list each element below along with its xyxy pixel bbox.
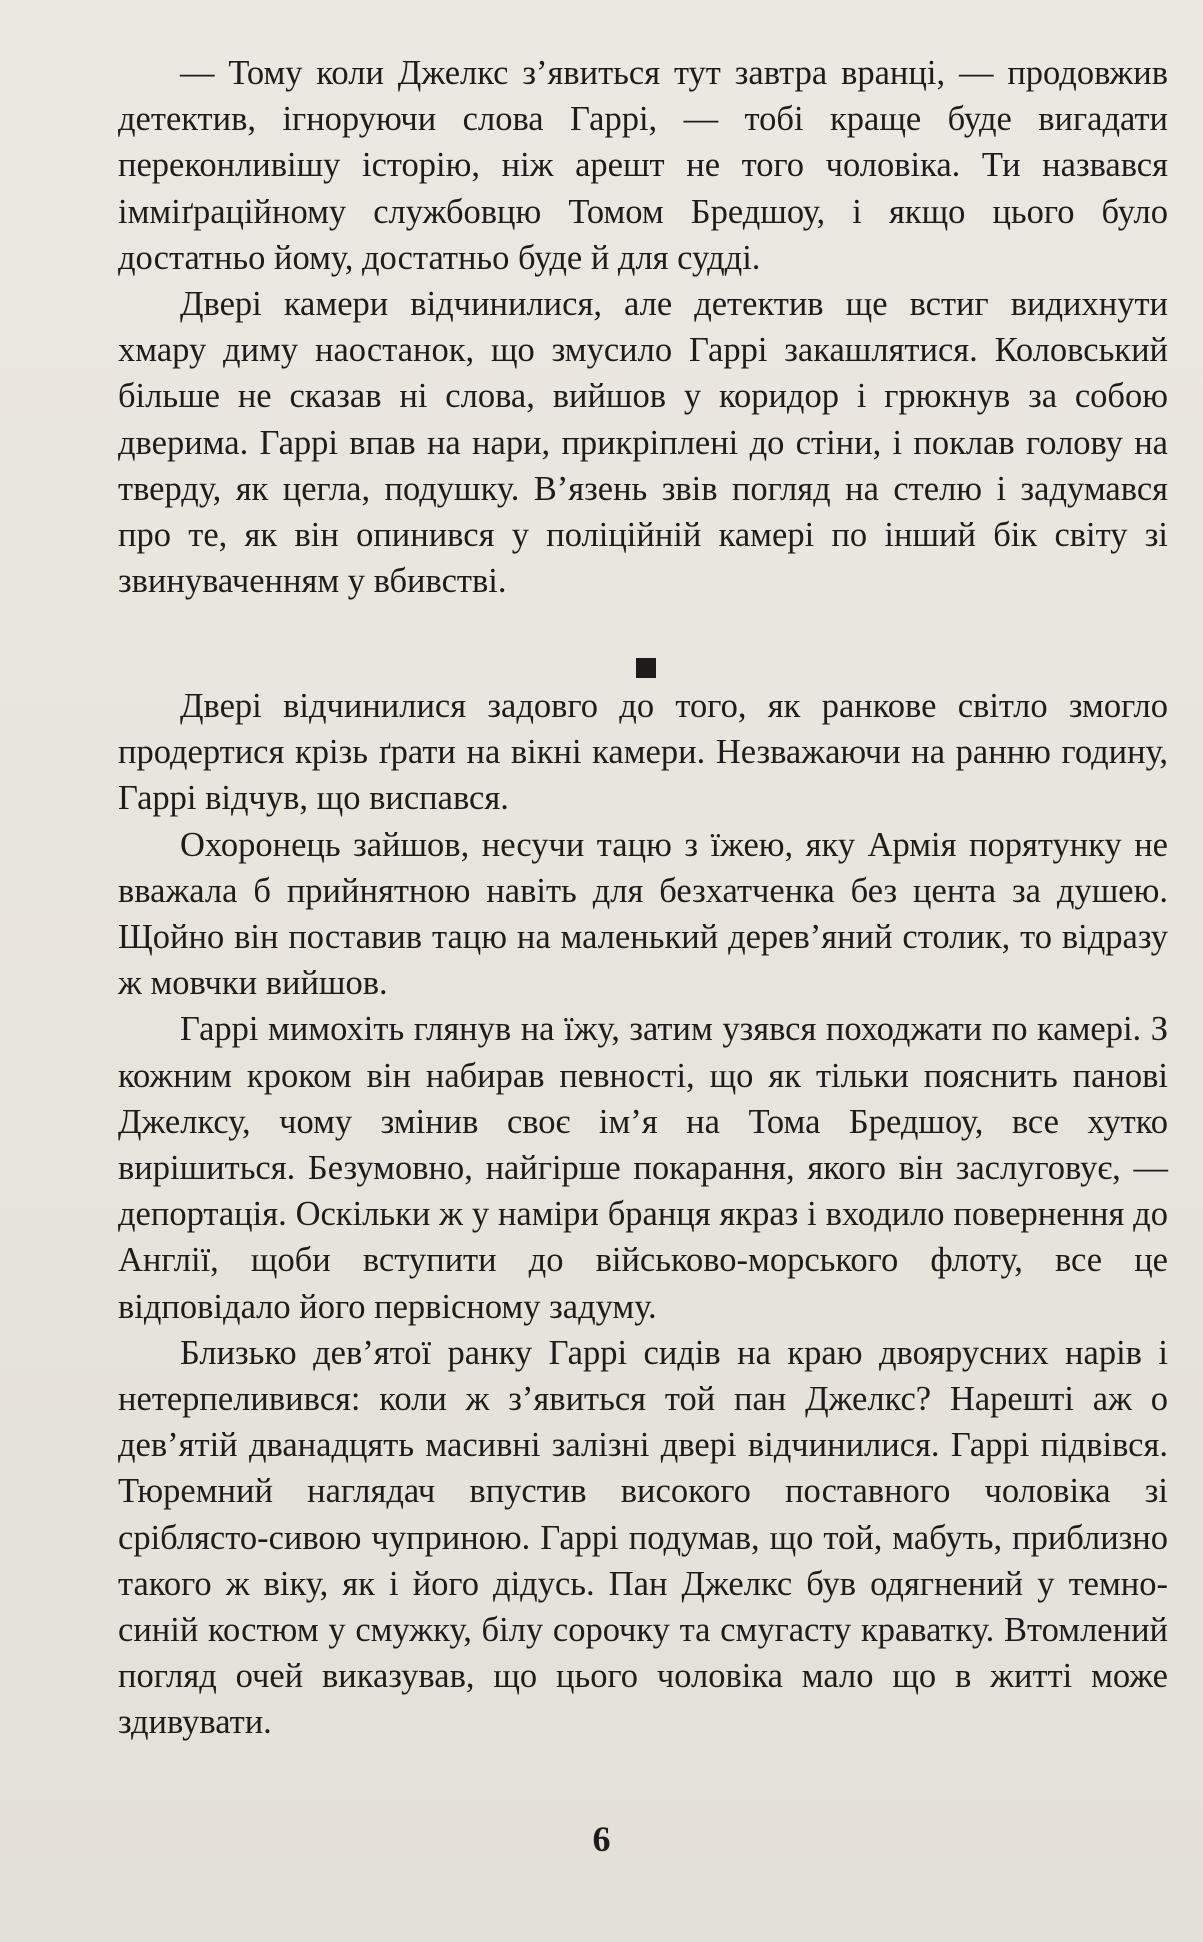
text-block-bottom — [118, 683, 1168, 1746]
paragraph: Гаррі мимохіть глянув на їжу, затим узявся походжати по камері. З кожним кроком він набирав певності, що як тільки пояснить панові Джелксу, чому змінив своє ім’я на Тома Бредшоу, все хутко вирішиться. Безумовно, найгірше покарання, якого він заслуговує, — депортація. Оскільки ж у наміри бранця якраз і входило повернення до Англії, щоби вступити до військово-морського флоту, все це відповідало його первісному задуму. — [118, 1010, 1168, 1326]
section-break-square — [636, 658, 656, 678]
paragraph: Двері відчинилися задовго до того, як ранкове світло змогло продертися крізь ґрати на вікні камери. Незважаючи на ранню годину, Гаррі відчув, що виспався. — [118, 687, 1168, 818]
paragraph: Близько дев’ятої ранку Гаррі сидів на краю двоярусних нарів і нетерпеливився: коли ж з’явиться той пан Джелкс? Нарешті аж о дев’ятій дванадцять масивні залізні двері відчинилися. Гаррі підвівся. Тюремний наглядач впустив високого поставного чоловіка зі сріблясто-сивою чуприною. Гаррі подумав, що той, мабуть, приблизно такого ж віку, як і його дідусь. Пан Джелкс був одягнений у темно-синій костюм у смужку, білу сорочку та смугасту краватку. Втомлений погляд очей виказував, що цього чоловіка мало що в житті може здивувати. — [118, 1333, 1168, 1742]
text-block-top — [118, 50, 1168, 604]
paragraph: — Тому коли Джелкс з’явиться тут завтра вранці, — продовжив детектив, ігноруючи слова Гаррі, — тобі краще буде вигадати переконливішу історію, ніж арешт не того чоловіка. Ти назвався імміґраційному службовцю Томом Бредшоу, і якщо цього було достатньо йому, достатньо буде й для судді. — [118, 54, 1168, 277]
page-number: 6 — [592, 1819, 611, 1859]
paragraph: Охоронець зайшов, несучи тацю з їжею, яку Армія порятунку не вважала б прийнятною навіть для безхатченка без цента за душею. Щойно він поставив тацю на маленький дерев’яний столик, то відразу ж мовчки вийшов. — [118, 825, 1168, 1003]
paragraph: Двері камери відчинилися, але детектив ще встиг видихнути хмару диму наостанок, що змусило Гаррі закашлятися. Коловський більше не сказав ні слова, вийшов у коридор і грюкнув за собою дверима. Гаррі впав на нари, прикріплені до стіни, і поклав голову на тверду, як цегла, подушку. В’язень звів погляд на стелю і задумався про те, як він опинився у поліційній камері по інший бік світу зі звинуваченням у вбивстві. — [118, 285, 1168, 601]
